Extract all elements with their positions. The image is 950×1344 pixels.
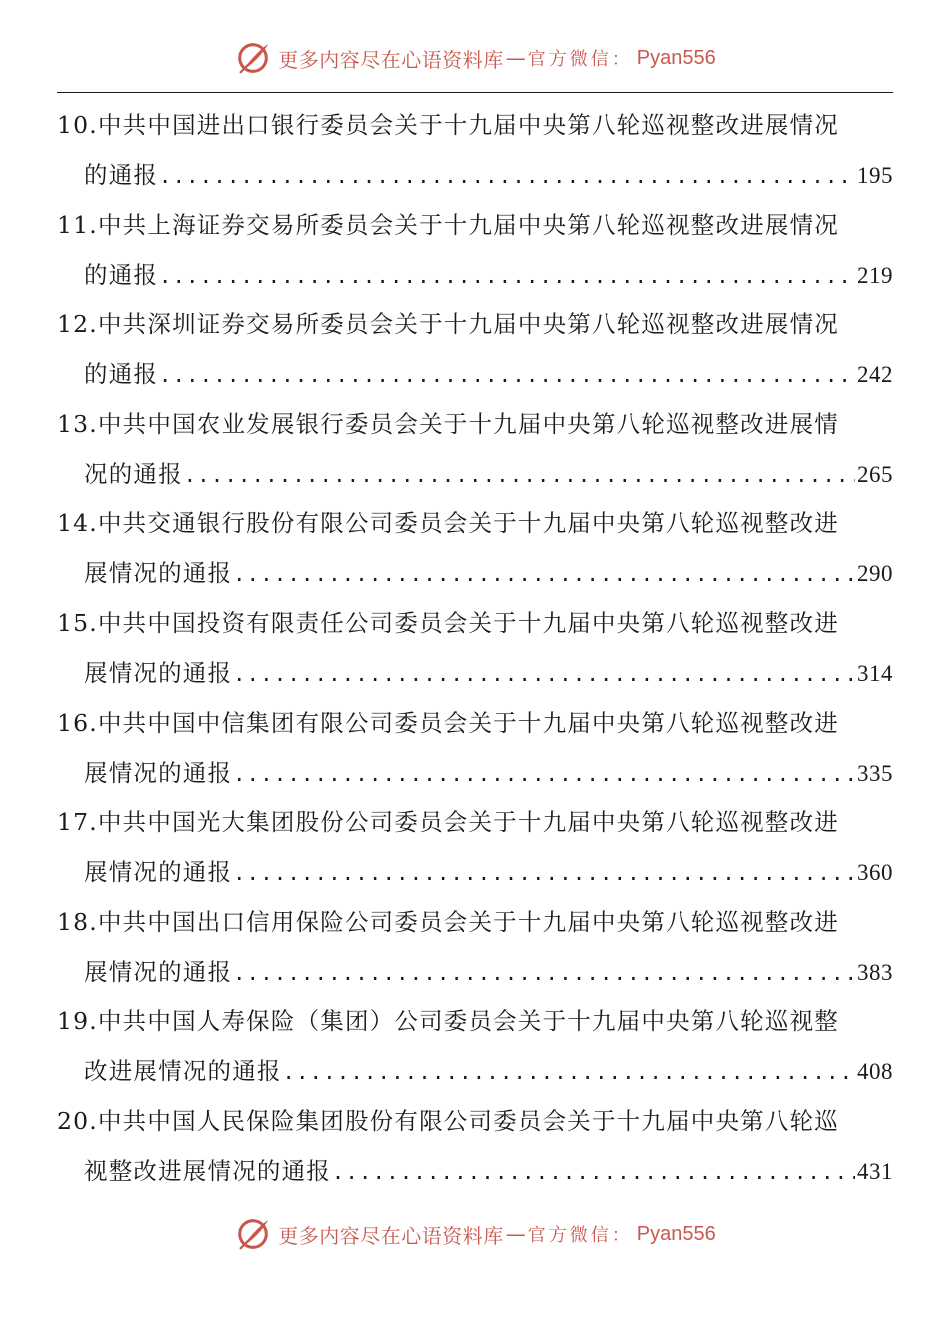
toc-entry-title: 13.中共中国农业发展银行委员会关于十九届中央第八轮巡视整改进展情: [57, 409, 839, 438]
banner-separator: —: [505, 46, 526, 70]
toc-entry-title: 11.中共上海证券交易所委员会关于十九届中央第八轮巡视整改进展情况: [57, 210, 839, 239]
toc-entry[interactable]: [57, 897, 893, 997]
toc-page-number: 219: [857, 262, 893, 288]
toc-entry-title-end: 展情况的通报: [84, 658, 233, 687]
toc-entry[interactable]: [57, 598, 893, 698]
toc-entry-title: 16.中共中国中信集团有限公司委员会关于十九届中央第八轮巡视整改进: [57, 708, 839, 737]
toc-entry-title: 15.中共中国投资有限责任公司委员会关于十九届中央第八轮巡视整改进: [57, 608, 839, 637]
banner-text: 更多内容尽在心语资料库: [278, 1223, 504, 1248]
banner-text: 更多内容尽在心语资料库: [278, 47, 504, 72]
header-rule: [57, 92, 893, 93]
toc-entry-title: 17.中共中国光大集团股份公司委员会关于十九届中央第八轮巡视整改进: [57, 808, 839, 837]
dot-leader: [233, 958, 855, 988]
toc-page-number: 265: [857, 461, 893, 487]
banner-wechat-id: Pyan556: [636, 1222, 716, 1245]
toc-page-number: 431: [857, 1158, 893, 1184]
toc-entry-continuation: [84, 1056, 893, 1087]
toc-entry-title: 14.中共交通银行股份有限公司委员会关于十九届中央第八轮巡视整改进: [57, 509, 839, 538]
toc-page-number: 314: [857, 660, 893, 686]
toc-entry[interactable]: [57, 100, 893, 200]
banner-wechat-id: Pyan556: [636, 46, 716, 69]
toc-entry-continuation: [84, 1156, 893, 1187]
dot-leader: [159, 261, 855, 291]
banner-separator: —: [505, 1222, 526, 1246]
toc-entry[interactable]: [57, 200, 893, 300]
toc-entry-continuation: [84, 957, 893, 988]
toc-entry-title-end: 视整改进展情况的通报: [84, 1156, 331, 1185]
quill-pen-logo-icon: [234, 39, 272, 77]
toc-entry-title-end: 展情况的通报: [84, 758, 233, 787]
toc-entry-title-end: 的通报: [84, 161, 159, 189]
dot-leader: [233, 659, 855, 689]
toc-entry-title: 12.中共深圳证券交易所委员会关于十九届中央第八轮巡视整改进展情况: [57, 310, 839, 339]
footer-banner: [0, 1212, 950, 1256]
toc-page-number: 290: [857, 561, 893, 587]
toc-entry-continuation: [84, 160, 893, 191]
toc-entry[interactable]: [57, 698, 893, 798]
dot-leader: [233, 559, 855, 589]
toc-entry[interactable]: [57, 797, 893, 897]
dot-leader: [332, 1157, 855, 1187]
toc-entry-continuation: [84, 558, 893, 589]
quill-pen-logo-icon: [234, 1215, 272, 1253]
toc-entry-title-end: 展情况的通报: [84, 559, 233, 588]
dot-leader: [233, 858, 855, 888]
toc-entry[interactable]: [57, 1096, 893, 1196]
toc-entry-title-end: 的通报: [84, 360, 159, 389]
toc-entry-continuation: [84, 459, 893, 490]
toc-entry[interactable]: [57, 299, 893, 399]
toc-entry[interactable]: [57, 498, 893, 598]
dot-leader: [159, 360, 855, 390]
toc-entry-continuation: [84, 758, 893, 789]
header-banner: [0, 36, 950, 80]
toc-entry-continuation: [84, 359, 893, 390]
toc-entry-title: 18.中共中国出口信用保险公司委员会关于十九届中央第八轮巡视整改进: [57, 907, 839, 936]
toc-page-number: 335: [857, 760, 893, 786]
toc-entry[interactable]: [57, 996, 893, 1096]
toc-entry-title: 10.中共中国进出口银行委员会关于十九届中央第八轮巡视整改进展情况: [57, 111, 839, 139]
toc-entry-title: 20.中共中国人民保险集团股份有限公司委员会关于十九届中央第八轮巡: [57, 1106, 839, 1135]
banner-wechat-label: 官方微信：: [527, 1225, 633, 1246]
toc-entry-title-end: 况的通报: [84, 459, 183, 488]
dot-leader: [233, 759, 855, 789]
toc-list: [57, 100, 893, 1196]
toc-page-number: 383: [857, 959, 893, 985]
toc-entry-continuation: [84, 857, 893, 888]
toc-entry-title: 19.中共中国人寿保险（集团）公司委员会关于十九届中央第八轮巡视整: [57, 1007, 839, 1036]
toc-entry[interactable]: [57, 399, 893, 499]
toc-entry-title-end: 的通报: [84, 260, 159, 289]
toc-page-number: 360: [857, 860, 893, 886]
dot-leader: [184, 460, 855, 490]
toc-page-number: 195: [857, 163, 893, 188]
toc-entry-title-end: 改进展情况的通报: [84, 1057, 282, 1086]
banner-wechat-label: 官方微信：: [527, 49, 633, 70]
toc-entry-continuation: [84, 260, 893, 291]
dot-leader: [283, 1057, 855, 1087]
toc-page-number: 408: [857, 1059, 893, 1085]
toc-entry-title-end: 展情况的通报: [84, 957, 233, 986]
dot-leader: [159, 161, 855, 191]
toc-page-number: 242: [857, 362, 893, 388]
toc-entry-continuation: [84, 658, 893, 689]
toc-entry-title-end: 展情况的通报: [84, 858, 233, 887]
